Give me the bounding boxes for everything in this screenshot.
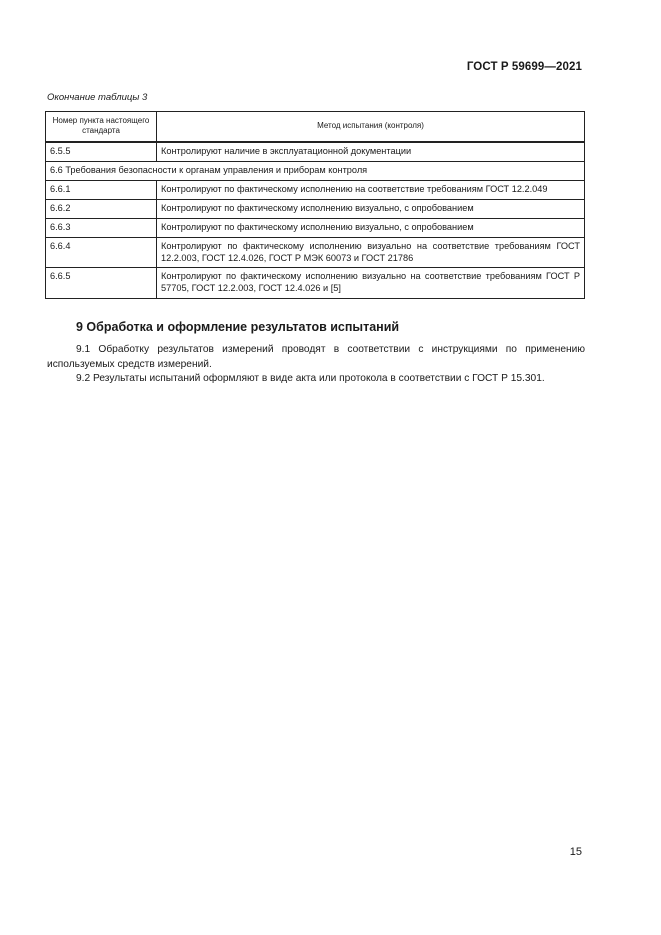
clause-number: 6.6.2	[46, 199, 157, 218]
clause-number: 6.6.4	[46, 237, 157, 268]
test-method: Контролируют наличие в эксплуатационной документации	[157, 142, 585, 161]
test-method: Контролируют по фактическому исполнению визуально на соответствие требованиям ГОСТ 12.2.003, ГОСТ 12.4.026, ГОСТ Р МЭК 60073 и ГОСТ 21786	[157, 237, 585, 268]
clause-number: 6.6.3	[46, 218, 157, 237]
test-method: Контролируют по фактическому исполнению на соответствие требованиям ГОСТ 12.2.049	[157, 180, 585, 199]
table-caption: Окончание таблицы 3	[47, 92, 148, 103]
paragraph-9-2: 9.2 Результаты испытаний оформляют в виде акта или протокола в соответствии с ГОСТ Р 15.301.	[76, 373, 545, 384]
test-method: Контролируют по фактическому исполнению визуально, с опробованием	[157, 199, 585, 218]
test-methods-table	[45, 111, 585, 299]
column-header-number: Номер пункта настоящего стандарта	[46, 112, 157, 142]
document-code: ГОСТ Р 59699—2021	[466, 61, 582, 73]
table-section-row	[46, 161, 585, 180]
table-row	[46, 199, 585, 218]
table-row	[46, 218, 585, 237]
clause-number: 6.5.5	[46, 142, 157, 161]
table-row	[46, 142, 585, 161]
table-row	[46, 180, 585, 199]
table-header-row	[46, 112, 585, 142]
column-header-method: Метод испытания (контроля)	[157, 112, 585, 142]
clause-number: 6.6.5	[46, 268, 157, 299]
table-row	[46, 268, 585, 299]
test-method: Контролируют по фактическому исполнению визуально на соответствие требованиям ГОСТ Р 57705, ГОСТ 12.2.003, ГОСТ 12.4.026 и [5]	[157, 268, 585, 299]
section-heading: 9 Обработка и оформление результатов испытаний	[76, 320, 400, 334]
paragraph-9-1: 9.1 Обработку результатов измерений проводят в соответствии с инструкциями по применению используемых средств измерений.	[47, 344, 585, 370]
section-title: 6.6 Требования безопасности к органам управления и приборам контроля	[46, 161, 585, 180]
table-row	[46, 237, 585, 268]
clause-number: 6.6.1	[46, 180, 157, 199]
page-number: 15	[569, 846, 582, 858]
test-method: Контролируют по фактическому исполнению визуально, с опробованием	[157, 218, 585, 237]
